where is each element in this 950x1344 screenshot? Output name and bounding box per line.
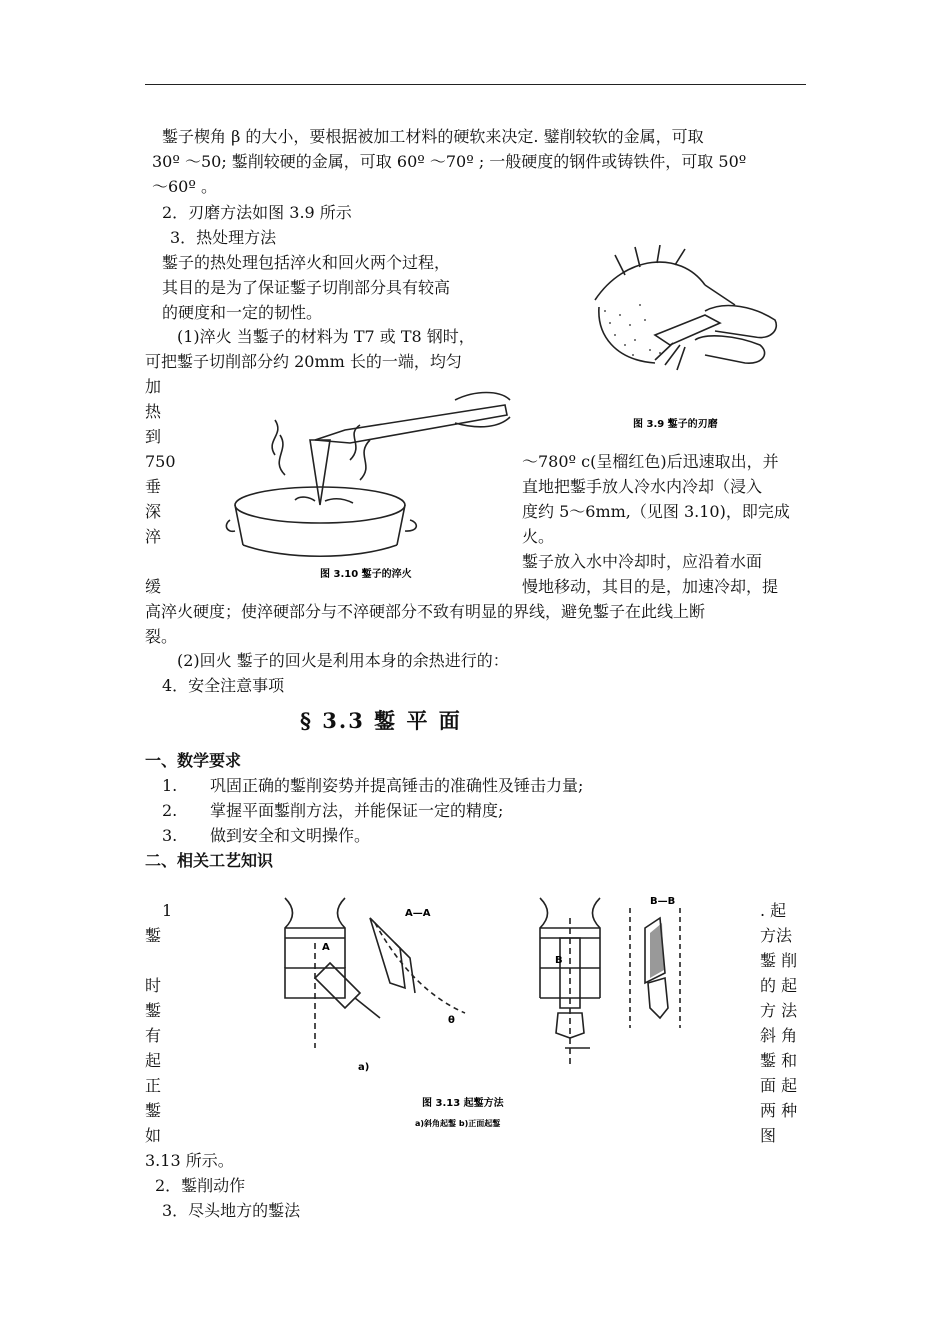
label-section-bb: B—B [650,896,676,907]
figure-3-13-subcaption: a)斜角起鏨 b)正面起鏨 [415,1119,501,1128]
start-rcol-0: . 起 [760,901,787,920]
para1-line2: 30º ～50; 鏨削较硬的金属，可取 60º ～70º ; 一般硬度的钢件或铸铁件，可取 50º [152,152,747,171]
start-col-7: 正 [145,1076,162,1095]
start-rcol-6: 鏨 和 [760,1051,798,1070]
figure-3-9-caption: 图 3.9 鏨子的刃磨 [633,419,718,430]
quench-col-6: 淬 [145,527,162,546]
related-heading: 二、相关工艺知识 [145,851,274,870]
quench-col-4: 垂 [145,477,162,496]
start-col-6: 起 [145,1051,162,1070]
req-item-3-num: 3. [162,826,178,845]
start-rcol-3: 的 起 [760,976,798,995]
figure-3-9-chisel-sharpening [585,245,790,435]
quench-right-2: 直地把鏨手放人冷水内冷却（浸入 [522,477,763,496]
label-a: A [322,942,330,953]
start-col-4: 鏨 [145,1001,162,1020]
quench-col-3: 750 [145,452,176,471]
start-col-5: 有 [145,1026,162,1045]
heat-intro-line1: 鏨子的热处理包括淬火和回火两个过程， [162,253,451,272]
start-rcol-9: 图 [760,1126,777,1145]
start-rcol-4: 方 法 [760,1001,798,1020]
req-item-3-text: 做到安全和文明操作。 [210,826,371,845]
heat-intro-line3: 的硬度和一定的韧性。 [162,303,323,322]
header-rule [145,84,806,85]
quench-right-6: 慢地移动，其目的是，加速冷却，提 [522,577,779,596]
start-rcol-7: 面 起 [760,1076,798,1095]
start-col-3: 时 [145,976,162,995]
figure-3-10-chisel-quenching [225,385,520,585]
req-item-1-text: 巩固正确的鏨削姿势并提高锤击的准确性及锤击力量; [210,776,584,795]
quench-right-1: ～780º c(呈榴红色)后迅速取出，并 [522,452,779,471]
para1-line3: ～60º 。 [152,177,217,196]
quench-line2: 可把鏨子切削部分约 20mm 长的一端，均匀 [145,352,462,371]
start-rcol-8: 两 种 [760,1101,798,1120]
start-col-0: 1 [162,901,173,920]
figure-3-13-chisel-start-methods [270,888,725,1138]
quench-full-1: 高淬火硬度；使淬硬部分与不淬硬部分不致有明显的界线，避免鏨子在此线上断 [145,602,706,621]
heat-intro-line2: 其目的是为了保证鏨子切削部分具有较高 [162,278,451,297]
para1-line1: 鏨子楔角 β 的大小，要根据被加工材料的硬软来决定. 鐾削较软的金属，可取 [162,127,704,146]
quench-line1: (1)淬火 当鏨子的材料为 T7 或 T8 钢时， [177,327,475,346]
label-theta: θ [448,1015,455,1026]
req-item-2-text: 掌握平面鏨削方法，并能保证一定的精度; [210,801,504,820]
start-col-1: 鏨 [145,926,162,945]
start-col-8: 鏨 [145,1101,162,1120]
figure-3-13-caption: 图 3.13 起鏨方法 [422,1098,504,1109]
start-rcol-2: 鏨 削 [760,951,798,970]
section-title: § 3.3 鏨 平 面 [300,708,462,733]
quench-right-5: 鏨子放入水中冷却时，应沿着水面 [522,552,763,571]
label-b: B [555,955,563,966]
quench-col-5: 深 [145,502,162,521]
quench-col-2: 到 [145,427,162,446]
req-item-1-num: 1. [162,776,178,795]
item-safety: 4．安全注意事项 [162,676,285,695]
item-action: 2．鏨削动作 [155,1176,246,1195]
quench-col-8: 缓 [145,577,162,596]
quench-col-1: 热 [145,402,162,421]
start-tail: 3.13 所示。 [145,1151,234,1170]
quench-full-2: 裂。 [145,627,178,646]
req-item-2-num: 2. [162,801,178,820]
start-col-9: 如 [145,1126,162,1145]
quench-right-3: 度约 5～6mm,（见图 3.10)，即完成 [522,502,790,521]
label-a-sub: a) [358,1062,370,1073]
item-sharpen: 2．刃磨方法如图 3.9 所示 [162,203,352,222]
item-end-method: 3．尽头地方的鏨法 [162,1201,301,1220]
start-rcol-1: 方法 [760,926,793,945]
start-rcol-5: 斜 角 [760,1026,798,1045]
label-section-aa: A—A [405,908,431,919]
quench-col-0: 加 [145,377,162,396]
item-heat-treatment: 3．热处理方法 [170,228,277,247]
quench-right-4: 火。 [522,527,555,546]
teach-req-heading: 一、数学要求 [145,751,242,770]
figure-3-10-caption: 图 3.10 鏨子的淬火 [320,569,412,580]
temper-line: (2)回火 鏨子的回火是利用本身的余热进行的： [177,651,509,670]
